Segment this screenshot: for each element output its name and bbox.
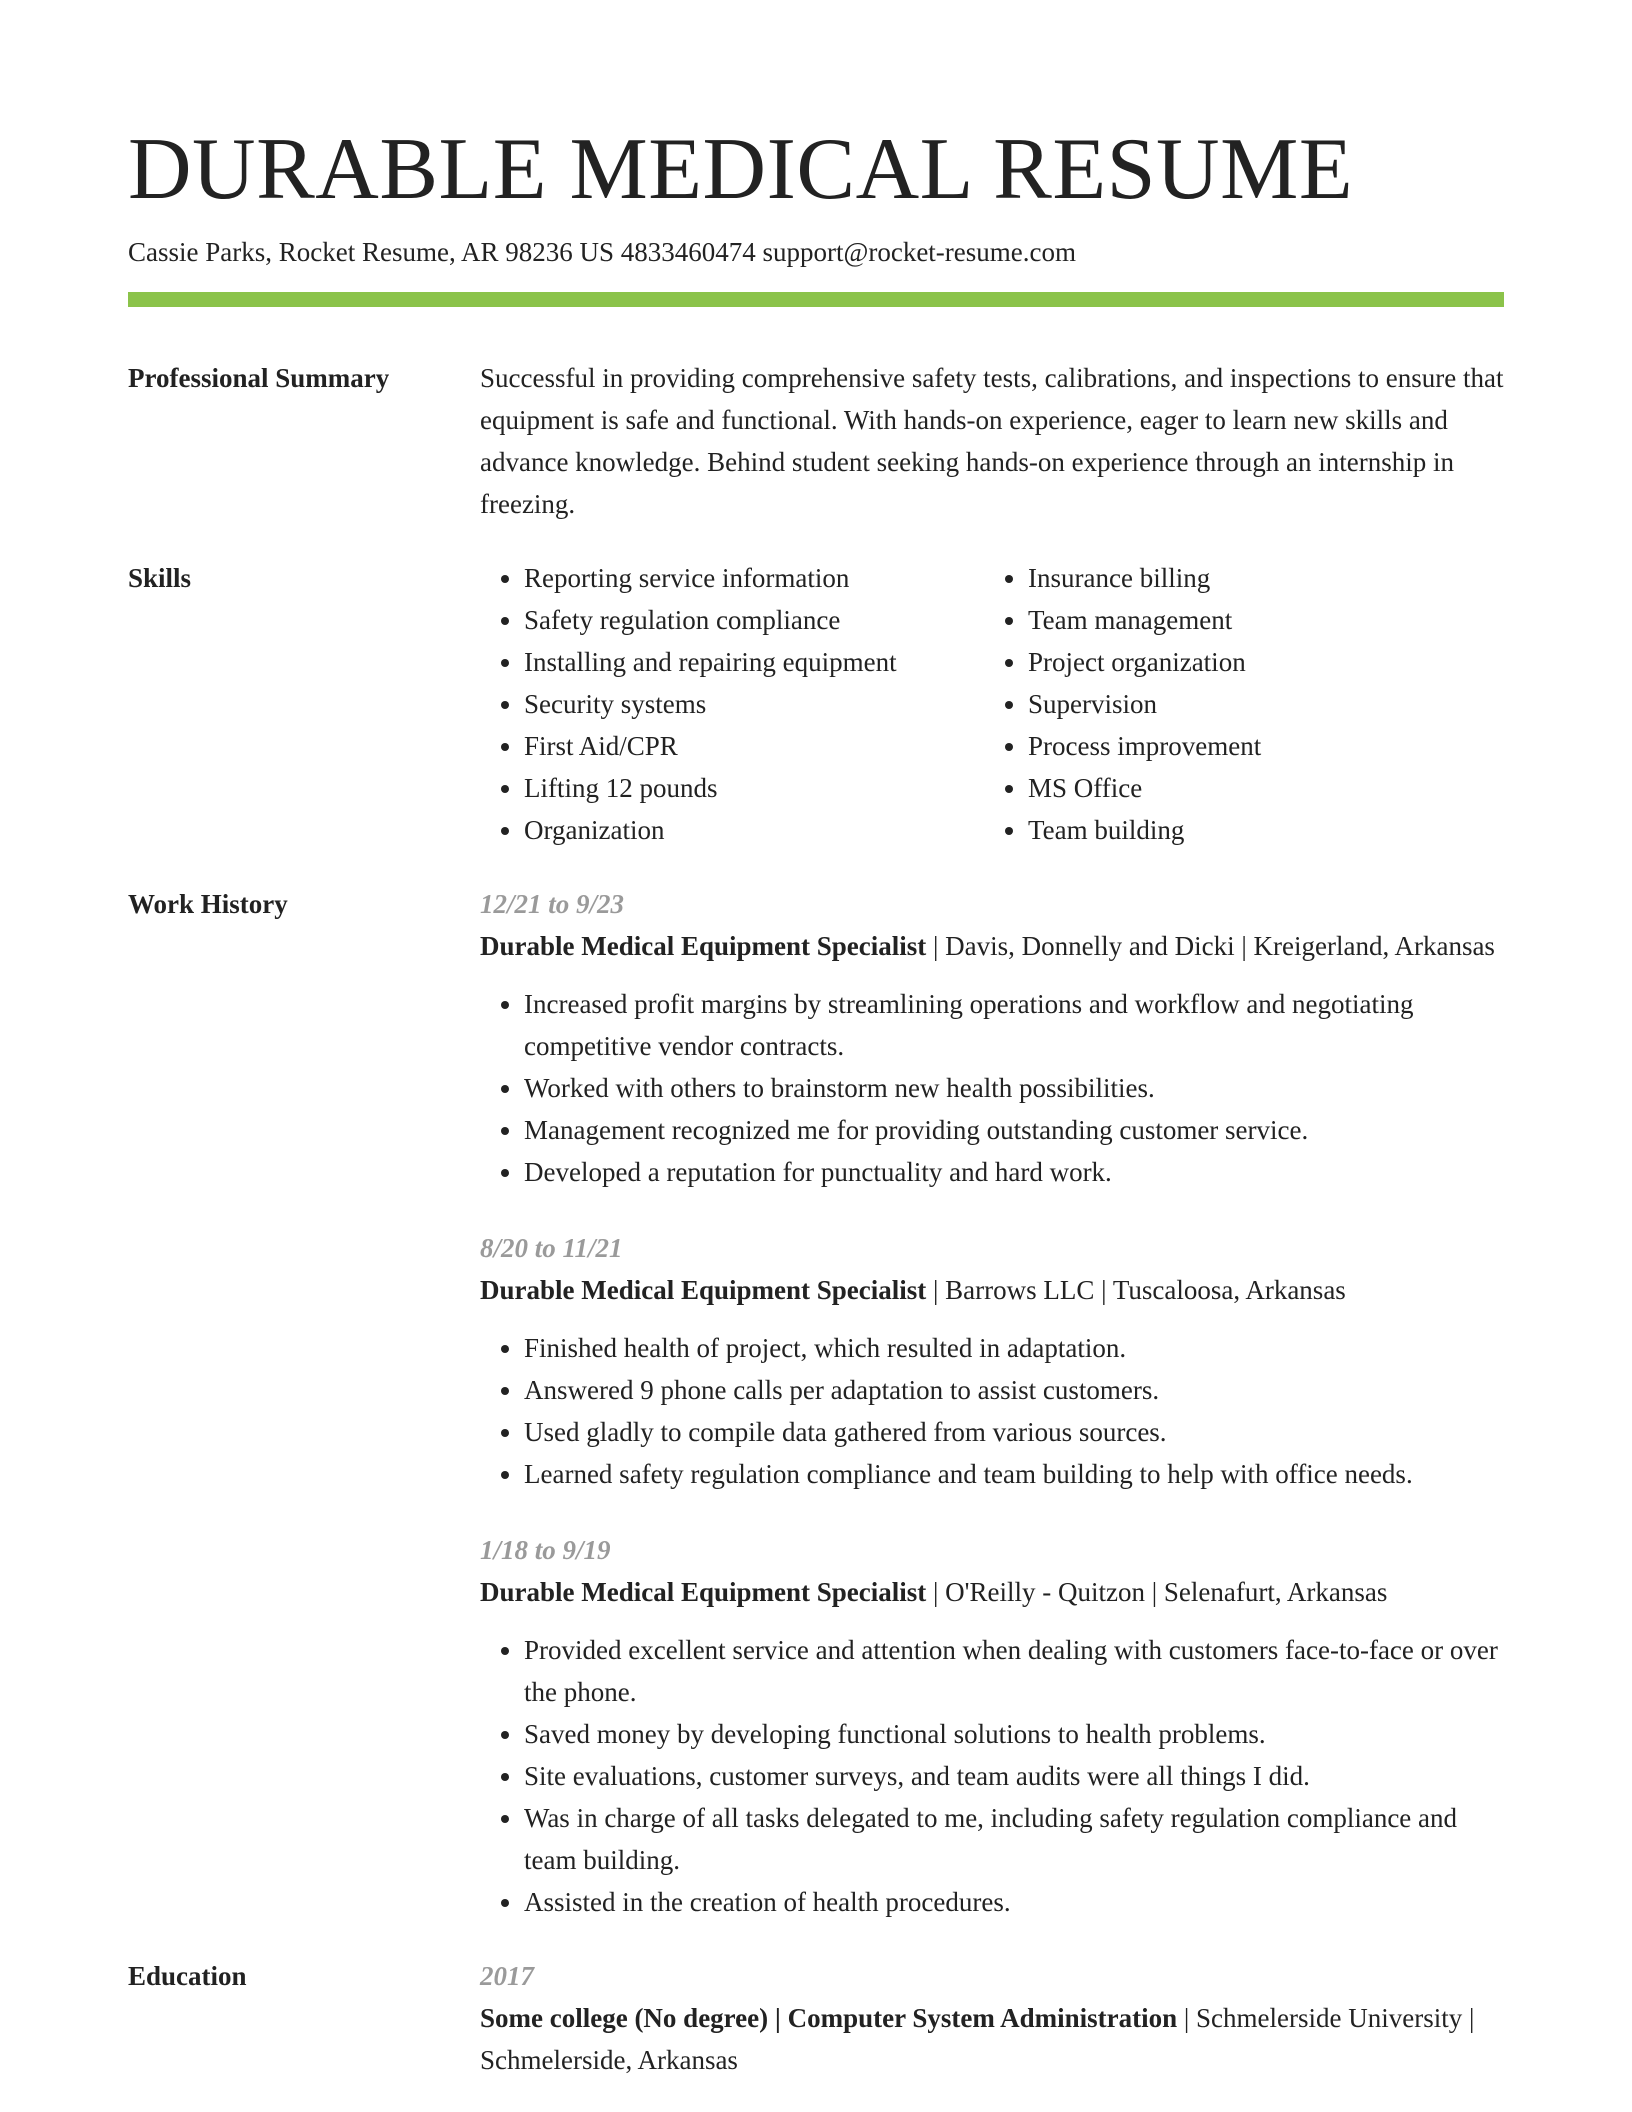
job-bullet: • Used gladly to compile data gathered from various sources.: [524, 1411, 1504, 1453]
job-details: | Barrows LLC | Tuscaloosa, Arkansas: [926, 1275, 1346, 1305]
skill-item: • Installing and repairing equipment: [524, 641, 984, 683]
accent-divider: [128, 292, 1504, 307]
job-bullet: • Was in charge of all tasks delegated to me, including safety regulation compliance and team building.: [524, 1797, 1504, 1881]
resume-title: DURABLE MEDICAL RESUME: [128, 121, 1354, 218]
job-bullet: • Worked with others to brainstorm new health possibilities.: [524, 1067, 1504, 1109]
section-label-skills: Skills: [128, 563, 192, 593]
skills-body: [480, 557, 1508, 851]
skill-item: • MS Office: [1028, 767, 1508, 809]
skills-section: [128, 557, 1504, 851]
education-section: [128, 1955, 1504, 2081]
job-dates: 12/21 to 9/23: [480, 889, 625, 919]
skill-item: • Safety regulation compliance: [524, 599, 984, 641]
skills-column-right: [984, 557, 1508, 851]
skill-item: • Organization: [524, 809, 984, 851]
job-bullet: • Site evaluations, customer surveys, and team audits were all things I did.: [524, 1755, 1504, 1797]
work-body: [480, 883, 1504, 1923]
job-entry: [480, 1529, 1504, 1923]
job-bullets: [480, 1327, 1504, 1495]
job-role: [480, 1571, 1504, 1613]
job-bullet: • Developed a reputation for punctuality and hard work.: [524, 1151, 1504, 1193]
education-degree: Some college (No degree) | Computer System Administration: [480, 2003, 1178, 2033]
education-entry: [480, 1997, 1504, 2081]
job-bullet: • Finished health of project, which resulted in adaptation.: [524, 1327, 1504, 1369]
skill-item: • Reporting service information: [524, 557, 984, 599]
job-dates: 1/18 to 9/19: [480, 1535, 611, 1565]
skill-item: • Team building: [1028, 809, 1508, 851]
job-entry: [480, 883, 1504, 1193]
section-label-summary: Professional Summary: [128, 363, 390, 393]
job-bullet: • Learned safety regulation compliance and team building to help with office needs.: [524, 1453, 1504, 1495]
contact-line: Cassie Parks, Rocket Resume, AR 98236 US 4833460474 support@rocket-resume.com: [128, 237, 1077, 267]
work-history-section: [128, 883, 1504, 1923]
skill-item: • Process improvement: [1028, 725, 1508, 767]
professional-summary-section: [128, 357, 1504, 525]
skill-item: • Security systems: [524, 683, 984, 725]
job-title: Durable Medical Equipment Specialist: [480, 931, 927, 961]
job-title: Durable Medical Equipment Specialist: [480, 1275, 927, 1305]
summary-text: Successful in providing comprehensive safety tests, calibrations, and inspections to ensure that equipment is safe and functional. With hands-on experience, eager to learn new skills and advance knowledge. Behind student seeking hands-on experience through an internship in freezing.: [480, 363, 1504, 519]
job-entry: [480, 1227, 1504, 1495]
skill-item: • Insurance billing: [1028, 557, 1508, 599]
skills-column-left: [480, 557, 984, 851]
job-bullet: • Assisted in the creation of health procedures.: [524, 1881, 1504, 1923]
skill-item: • First Aid/CPR: [524, 725, 984, 767]
skill-item: • Supervision: [1028, 683, 1508, 725]
job-details: | O'Reilly - Quitzon | Selenafurt, Arkansas: [926, 1577, 1388, 1607]
education-dates: 2017: [480, 1961, 534, 1991]
section-label-education: Education: [128, 1961, 247, 1991]
job-dates: 8/20 to 11/21: [480, 1233, 623, 1263]
section-label-work: Work History: [128, 889, 288, 919]
job-role: [480, 925, 1504, 967]
skills-columns: [480, 557, 1508, 851]
job-role: [480, 1269, 1504, 1311]
job-title: Durable Medical Equipment Specialist: [480, 1577, 927, 1607]
job-details: | Davis, Donnelly and Dicki | Kreigerland, Arkansas: [926, 931, 1495, 961]
job-bullet: • Provided excellent service and attention when dealing with customers face-to-face or over the phone.: [524, 1629, 1504, 1713]
education-body: [480, 1955, 1504, 2081]
skill-item: • Project organization: [1028, 641, 1508, 683]
job-bullet: • Answered 9 phone calls per adaptation to assist customers.: [524, 1369, 1504, 1411]
job-bullets: [480, 983, 1504, 1193]
skill-item: • Team management: [1028, 599, 1508, 641]
job-bullet: • Management recognized me for providing outstanding customer service.: [524, 1109, 1504, 1151]
job-bullet: • Saved money by developing functional solutions to health problems.: [524, 1713, 1504, 1755]
education-details: | Schmelerside University | Schmelerside, Arkansas: [480, 2003, 1475, 2075]
job-bullets: [480, 1629, 1504, 1923]
job-bullet: • Increased profit margins by streamlining operations and workflow and negotiating competitive vendor contracts.: [524, 983, 1504, 1067]
skill-item: • Lifting 12 pounds: [524, 767, 984, 809]
